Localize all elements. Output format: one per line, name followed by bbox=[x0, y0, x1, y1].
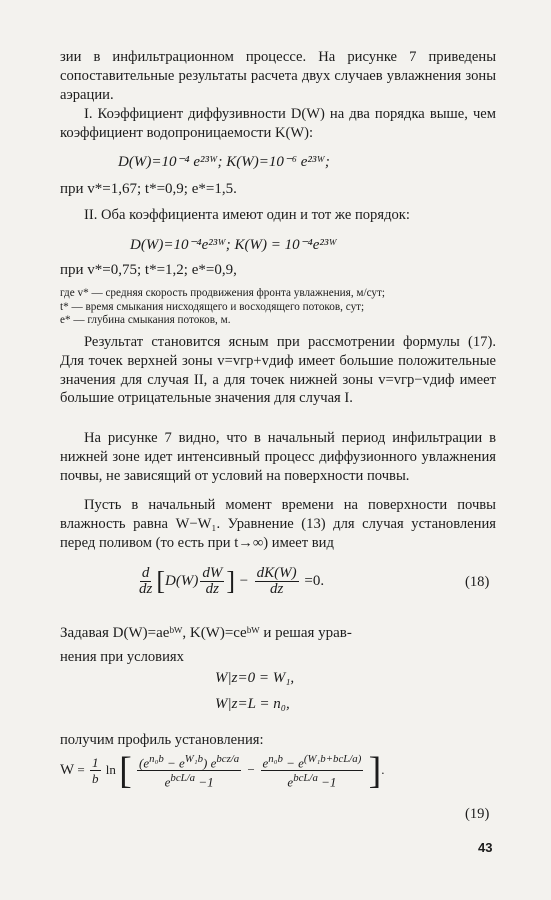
notation-notes bbox=[60, 287, 496, 328]
note-line: t* — время смыкания нисходящего и восходящего потоков, сут; bbox=[60, 300, 365, 313]
parameters-case-1: при v*=1,67; t*=0,9; e*=1,5. bbox=[60, 181, 237, 197]
paragraph-figure-7: На рисунке 7 видно, что в начальный период инфильтрации в нижней зоне идет интенсивный процесс диффузионного увлажнения почвы, не зависящий от условий на поверхности почвы. bbox=[60, 430, 496, 484]
assumption-continuation: нения при условиях bbox=[60, 649, 184, 665]
paragraph-result: Результат становится ясным при рассмотрении формулы (17). Для точек верхней зоны v=vгр+vдиф имеет большие положительные значения для случая II, а для точек нижней зоны v=vгр−vдиф имеет большие отрицательные значения для случая I. bbox=[60, 334, 496, 407]
assumption-text: и решая урав- bbox=[263, 625, 352, 641]
equation-19-number: (19) bbox=[465, 806, 490, 822]
note-line: где v* — средняя скорость продвижения фронта увлажнения, м/сут; bbox=[60, 287, 386, 299]
boundary-condition-1: W|z=0 = W₁, bbox=[215, 670, 295, 686]
case-2-text: II. Оба коэффициента имеют один и тот же порядок: bbox=[84, 207, 410, 223]
equation-19: W = $\frac{1}{b}$ ln [ $\frac{(e^{n_0b} - e^{W_1b}) e^{bcz/a}}{e^{bcL/a} -1}$ − $\frac{e^{n_0b} - e^{(W_1b+bcL/a)}}{e^{bcL/a} -1}$ ]. bbox=[60, 749, 385, 792]
paragraph-intro: зии в инфильтрационном процессе. На рисунке 7 приведены сопоставительные результаты расчета двух случаев увлажнения зоны аэрации. bbox=[60, 49, 496, 103]
paragraph-initial-condition: Пусть в начальный момент времени на поверхности почвы влажность равна W−W₁. Уравнение (13) для случая установления перед поливом (то есть при t→∞) имеет вид bbox=[60, 497, 496, 551]
profile-intro: получим профиль установления: bbox=[60, 732, 264, 748]
page-number: 43 bbox=[478, 840, 493, 855]
note-line: e* — глубина смыкания потоков, м. bbox=[60, 314, 231, 327]
equation-case-2: D(W)=10⁻⁴e²³ᵂ; K(W) = 10⁻⁴e²³ᵂ bbox=[130, 237, 337, 253]
boundary-condition-2: W|z=L = n₀, bbox=[215, 696, 290, 712]
assumption-formula: Задавая D(W)=aeᵇᵂ, K(W)=ceᵇᵂ bbox=[60, 625, 260, 641]
equation-case-1: D(W)=10⁻⁴ e²³ᵂ; K(W)=10⁻⁶ e²³ᵂ; bbox=[118, 154, 330, 170]
equation-18-number: (18) bbox=[465, 574, 490, 590]
assumption-line bbox=[60, 625, 352, 642]
case-1-text: I. Коэффициент диффузивности D(W) на два порядка выше, чем коэффициент водопроницаемости K(W): bbox=[60, 106, 496, 141]
parameters-case-2: при v*=0,75; t*=1,2; e*=0,9, bbox=[60, 262, 237, 278]
equation-18: $\frac{d}{dz}$ [D(W) $\frac{dW}{dz}$ ] − $\frac{dK(W)}{dz}$ =0. bbox=[139, 565, 325, 597]
